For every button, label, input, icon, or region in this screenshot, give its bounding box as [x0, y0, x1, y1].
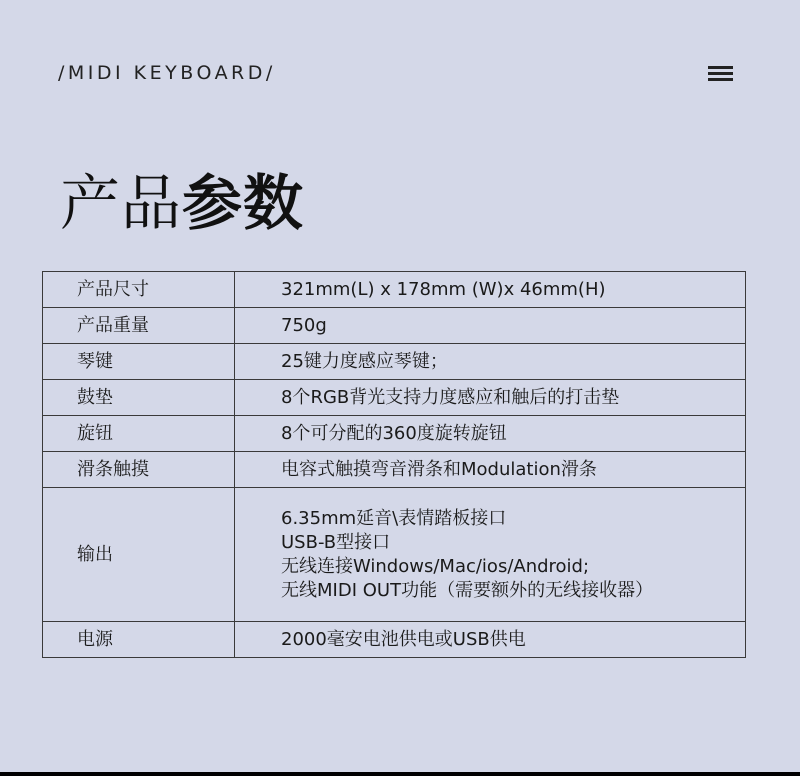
brand-title: /MIDI KEYBOARD/: [58, 62, 276, 84]
spec-label: 琴键: [43, 344, 235, 380]
spec-value: [235, 308, 746, 344]
spec-table: [42, 271, 746, 658]
menu-icon-line: [708, 72, 733, 75]
spec-label: 滑条触摸: [43, 452, 235, 488]
spec-label: 旋钮: [43, 416, 235, 452]
spec-value: [235, 488, 746, 622]
bottom-divider: [0, 772, 800, 776]
spec-value-line: 321mm(L) x 178mm (W)x 46mm(H): [281, 278, 606, 300]
spec-value-line: 电容式触摸弯音滑条和Modulation滑条: [281, 458, 597, 480]
hamburger-menu-icon[interactable]: [708, 66, 734, 84]
spec-value-line: 无线连接Windows/Mac/ios/Android;: [281, 555, 590, 577]
page-title-part1: 产品: [60, 169, 182, 239]
spec-value-line: 750g: [281, 314, 327, 336]
spec-value-line: 6.35mm延音\表情踏板接口: [281, 507, 507, 529]
page-title-part2: 参数: [182, 169, 304, 239]
spec-value: [235, 452, 746, 488]
spec-row-keys: [43, 344, 746, 380]
spec-value-line: 25键力度感应琴键；: [281, 350, 448, 372]
spec-value: [235, 344, 746, 380]
spec-label: 产品重量: [43, 308, 235, 344]
spec-label: 电源: [43, 622, 235, 658]
spec-value-line: 8个可分配的360度旋转旋钮: [281, 422, 507, 444]
spec-row-knobs: [43, 416, 746, 452]
menu-icon-line: [708, 66, 733, 69]
spec-row-pads: [43, 380, 746, 416]
spec-row-output: [43, 488, 746, 622]
spec-value-line: 8个RGB背光支持力度感应和触后的打击垫: [281, 386, 620, 408]
spec-row-size: [43, 272, 746, 308]
spec-value: [235, 380, 746, 416]
spec-value-line: USB-B型接口: [281, 531, 391, 553]
spec-value: [235, 272, 746, 308]
spec-value-line: 2000毫安电池供电或USB供电: [281, 628, 526, 650]
spec-value-line: 无线MIDI OUT功能（需要额外的无线接收器）: [281, 579, 654, 601]
spec-label: 产品尺寸: [43, 272, 235, 308]
spec-value: [235, 416, 746, 452]
spec-label: 输出: [43, 488, 235, 622]
spec-label: 鼓垫: [43, 380, 235, 416]
page-title: [60, 166, 304, 242]
spec-row-power: [43, 622, 746, 658]
menu-icon-line: [708, 78, 733, 81]
spec-value: [235, 622, 746, 658]
spec-row-weight: [43, 308, 746, 344]
spec-row-touch-strips: [43, 452, 746, 488]
